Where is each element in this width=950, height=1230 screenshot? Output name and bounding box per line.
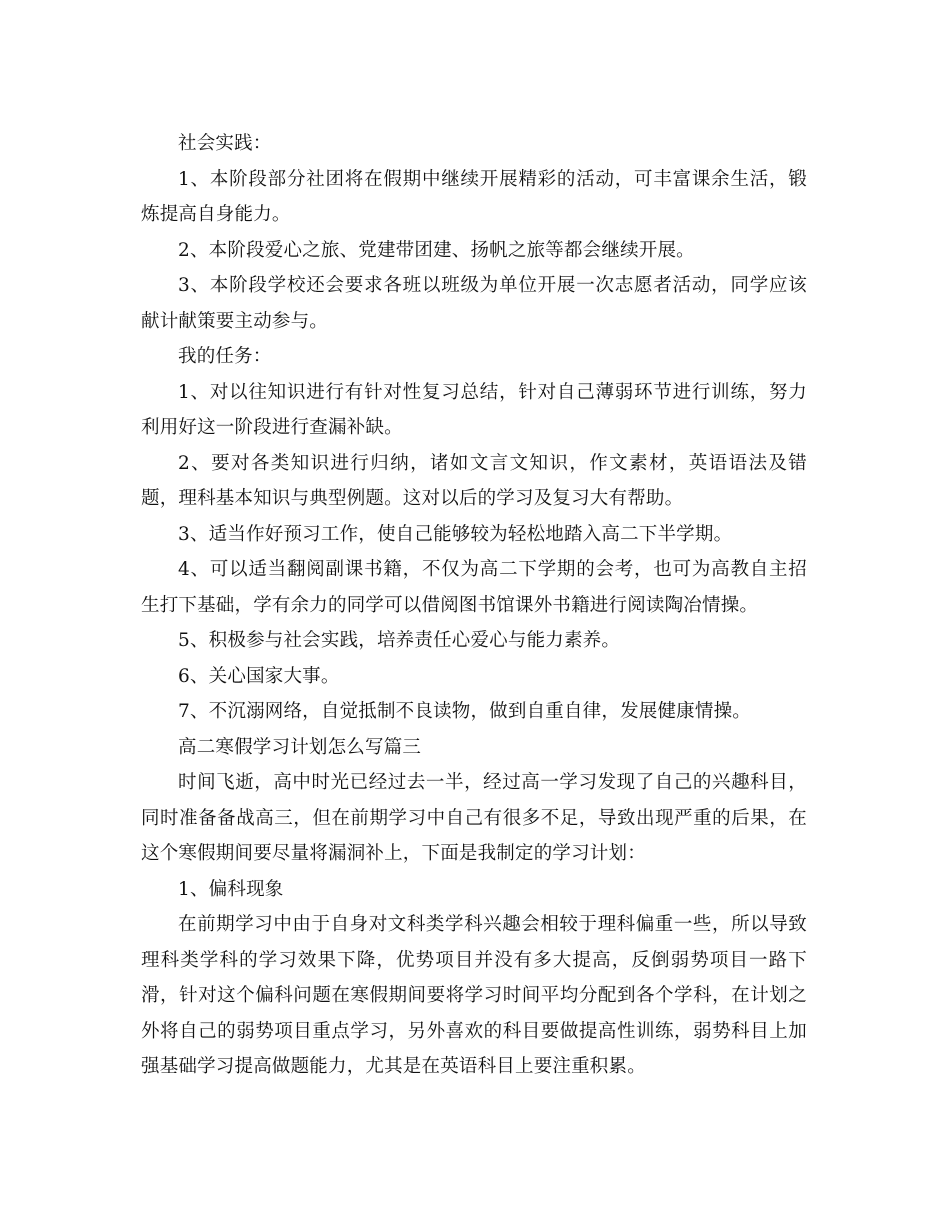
- paragraph: 5、积极参与社会实践，培养责任心爱心与能力素养。: [178, 630, 621, 651]
- paragraph: 2、要对各类知识进行归纳，诸如文言文知识，作文素材，英语语法及错题，理科基本知识与典型例题。这对以后的学习及复习大有帮助。: [141, 452, 807, 509]
- paragraph: 时间飞逝，高中时光已经过去一半，经过高一学习发现了自己的兴趣科目，同时准备备战高三，但在前期学习中自己有很多不足，导致出现严重的后果，在这个寒假期间要尽量将漏洞补上，下面是我制定的学习计划：: [141, 772, 807, 864]
- section-title: 高二寒假学习计划怎么写篇三: [178, 736, 422, 758]
- section-heading-social-practice: 社会实践：: [178, 133, 272, 154]
- paragraph: 在前期学习中由于自身对文科类学科兴趣会相较于理科偏重一些，所以导致理科类学科的学习效果下降，优势项目并没有多大提高，反倒弱势项目一路下滑，针对这个偏科问题在寒假期间要将学习时间平均分配到各个学科，在计划之外将自己的弱势项目重点学习，另外喜欢的科目要做提高性训练，弱势科目上加强基础学习提高做题能力，尤其是在英语科目上要注重积累。: [141, 914, 807, 1077]
- paragraph: 4、可以适当翻阅副课书籍，不仅为高二下学期的会考，也可为高教自主招生打下基础，学有余力的同学可以借阅图书馆课外书籍进行阅读陶冶情操。: [141, 559, 807, 616]
- paragraph: 3、适当作好预习工作，使自己能够较为轻松地踏入高二下半学期。: [178, 523, 733, 545]
- paragraph: 2、本阶段爱心之旅、党建带团建、扬帆之旅等都会继续开展。: [178, 239, 695, 261]
- paragraph: 6、关心国家大事。: [178, 665, 340, 687]
- paragraph: 1、对以往知识进行有针对性复习总结，针对自己薄弱环节进行训练，努力利用好这一阶段进行查漏补缺。: [141, 381, 807, 438]
- section-heading-my-tasks: 我的任务：: [178, 346, 272, 367]
- subsection-heading: 1、偏科现象: [178, 878, 284, 900]
- paragraph: 7、不沉溺网络，自觉抵制不良读物，做到自重自律，发展健康情操。: [178, 701, 751, 722]
- document-body: [141, 126, 807, 1085]
- paragraph: 3、本阶段学校还会要求各班以班级为单位开展一次志愿者活动，同学应该献计献策要主动参与。: [141, 275, 807, 332]
- paragraph: 1、本阶段部分社团将在假期中继续开展精彩的活动，可丰富课余生活，锻炼提高自身能力。: [141, 168, 807, 225]
